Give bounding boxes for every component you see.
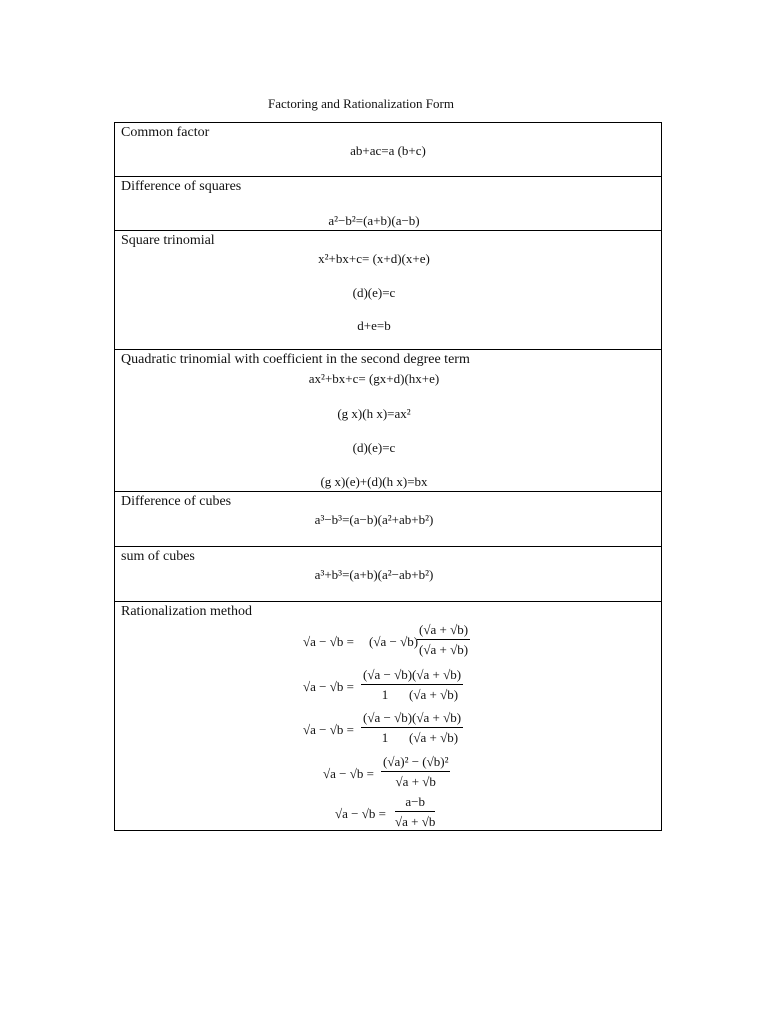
rationalization-step-4 — [323, 754, 483, 794]
section-label: sum of cubes — [121, 549, 195, 564]
formula-lhs: √a − √b = — [323, 766, 374, 781]
formula-fraction — [395, 794, 435, 830]
formula-lhs: √a − √b = — [303, 679, 354, 694]
rationalization-step-5 — [335, 794, 465, 834]
formula-line: x²+bx+c= (x+d)(x+e) — [318, 251, 430, 266]
section-square-trinomial — [115, 230, 661, 349]
formula-fraction — [361, 710, 463, 746]
form-title: Factoring and Rationalization Form — [268, 96, 454, 111]
fraction-numerator: (√a + √b) — [417, 622, 470, 640]
section-quadratic-trinomial — [115, 349, 661, 491]
section-sum-of-cubes — [115, 546, 661, 601]
fraction-denominator — [361, 685, 463, 703]
formula-fraction — [417, 622, 470, 658]
fraction-denominator: √a + √b — [395, 774, 436, 789]
formula-line: ax²+bx+c= (gx+d)(hx+e) — [308, 371, 440, 386]
formula-line: (d)(e)=c — [352, 440, 396, 455]
rationalization-step-2 — [303, 667, 503, 707]
formula-fraction — [381, 754, 450, 790]
rationalization-step-1 — [303, 622, 503, 662]
factoring-form — [114, 122, 662, 831]
formula-line: (g x)(h x)=ax² — [337, 406, 411, 421]
formula-factor: (√a − √b) — [369, 634, 419, 649]
formula-lhs: √a − √b = — [335, 806, 386, 821]
denominator-one: 1 — [381, 730, 389, 745]
fraction-denominator — [361, 728, 463, 746]
section-difference-of-cubes — [115, 491, 661, 546]
formula-line: a³+b³=(a+b)(a²−ab+b²) — [314, 567, 434, 582]
section-common-factor — [115, 123, 661, 176]
formula-fraction — [361, 667, 463, 703]
denominator-conjugate: (√a + √b) — [409, 730, 459, 745]
formula-line: ab+ac=a (b+c) — [350, 143, 426, 158]
fraction-numerator: (√a)² − (√b)² — [381, 754, 450, 772]
denominator-one: 1 — [381, 687, 389, 702]
fraction-numerator: (√a − √b)(√a + √b) — [361, 710, 463, 728]
rationalization-step-3 — [303, 710, 503, 750]
section-label: Rationalization method — [121, 604, 253, 619]
section-label: Common factor — [121, 125, 210, 140]
denominator-conjugate: (√a + √b) — [409, 687, 459, 702]
fraction-numerator: (√a − √b)(√a + √b) — [361, 667, 463, 685]
fraction-denominator: (√a + √b) — [419, 642, 469, 657]
section-label: Difference of cubes — [121, 494, 232, 509]
formula-line: a²−b²=(a+b)(a−b) — [328, 213, 420, 228]
formula-lhs: √a − √b = — [303, 634, 354, 649]
section-label: Quadratic trinomial with coefficient in the second degree term — [121, 352, 470, 367]
fraction-denominator: √a + √b — [395, 814, 436, 829]
section-label: Square trinomial — [121, 233, 215, 248]
formula-line: (g x)(e)+(d)(h x)=bx — [320, 474, 428, 489]
section-difference-of-squares — [115, 176, 661, 230]
section-label: Difference of squares — [121, 179, 242, 194]
fraction-numerator: a−b — [395, 794, 435, 812]
formula-lhs: √a − √b = — [303, 722, 354, 737]
formula-line: a³−b³=(a−b)(a²+ab+b²) — [314, 512, 434, 527]
formula-line: d+e=b — [357, 318, 391, 333]
formula-line: (d)(e)=c — [352, 285, 396, 300]
section-rationalization-method — [115, 601, 661, 831]
